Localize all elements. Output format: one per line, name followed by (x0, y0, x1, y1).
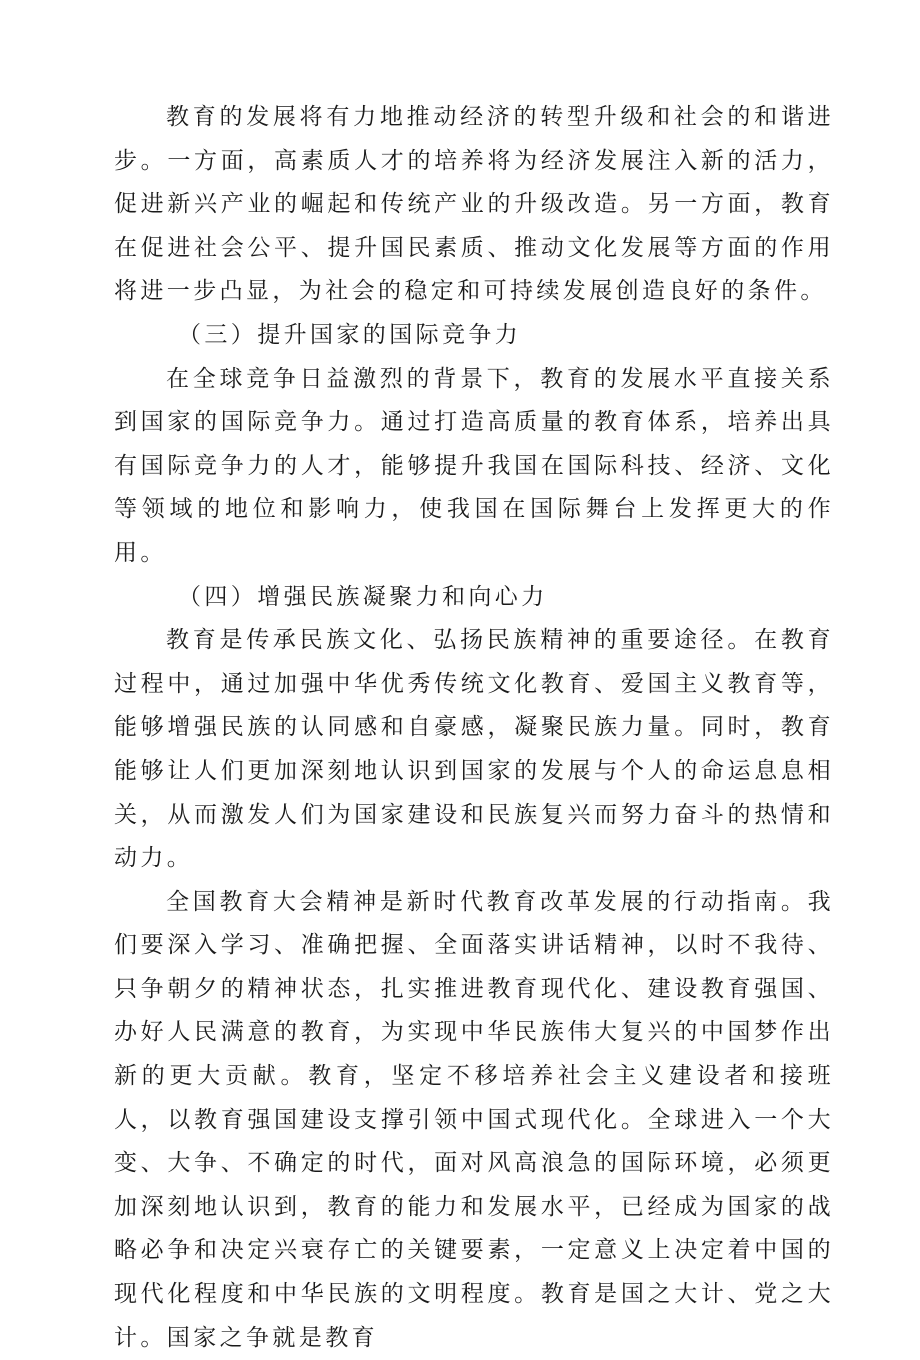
document-body (114, 96, 834, 1360)
paragraph-national-cohesion: 教育是传承民族文化、弘扬民族精神的重要途径。在教育过程中，通过加强中华优秀传统文化教育、爱国主义教育等，能够增强民族的认同感和自豪感，凝聚民族力量。同时，教育能够让人们更加深刻地认识到国家的发展与个人的命运息息相关，从而激发人们为国家建设和民族复兴而努力奋斗的热情和动力。 (114, 627, 834, 872)
paragraph-international-competitiveness: 在全球竞争日益激烈的背景下，教育的发展水平直接关系到国家的国际竞争力。通过打造高质量的教育体系，培养出具有国际竞争力的人才，能够提升我国在国际科技、经济、文化等领域的地位和影响力，使我国在国际舞台上发挥更大的作用。 (114, 365, 834, 566)
section-heading-national-cohesion: （四）增强民族凝聚力和向心力 (178, 583, 548, 610)
paragraph-national-education-conference: 全国教育大会精神是新时代教育改革发展的行动指南。我们要深入学习、准确把握、全面落实讲话精神，以时不我待、只争朝夕的精神状态，扎实推进教育现代化、建设教育强国、办好人民满意的教育，为实现中华民族伟大复兴的中国梦作出新的更大贡献。教育，坚定不移培养社会主义建设者和接班人，以教育强国建设支撑引领中国式现代化。全球进入一个大变、大争、不确定的时代，面对风高浪急的国际环境，必须更加深刻地认识到，教育的能力和发展水平，已经成为国家的战略必争和决定兴衰存亡的关键要素，一定意义上决定着中国的现代化程度和中华民族的文明程度。教育是国之大计、党之大计。国家之争就是教育 (114, 888, 834, 1351)
paragraph-education-development: 教育的发展将有力地推动经济的转型升级和社会的和谐进步。一方面，高素质人才的培养将为经济发展注入新的活力，促进新兴产业的崛起和传统产业的升级改造。另一方面，教育在促进社会公平、提升国民素质、推动文化发展等方面的作用将进一步凸显，为社会的稳定和可持续发展创造良好的条件。 (114, 104, 834, 305)
section-heading-international-competitiveness: （三）提升国家的国际竞争力 (178, 321, 522, 348)
